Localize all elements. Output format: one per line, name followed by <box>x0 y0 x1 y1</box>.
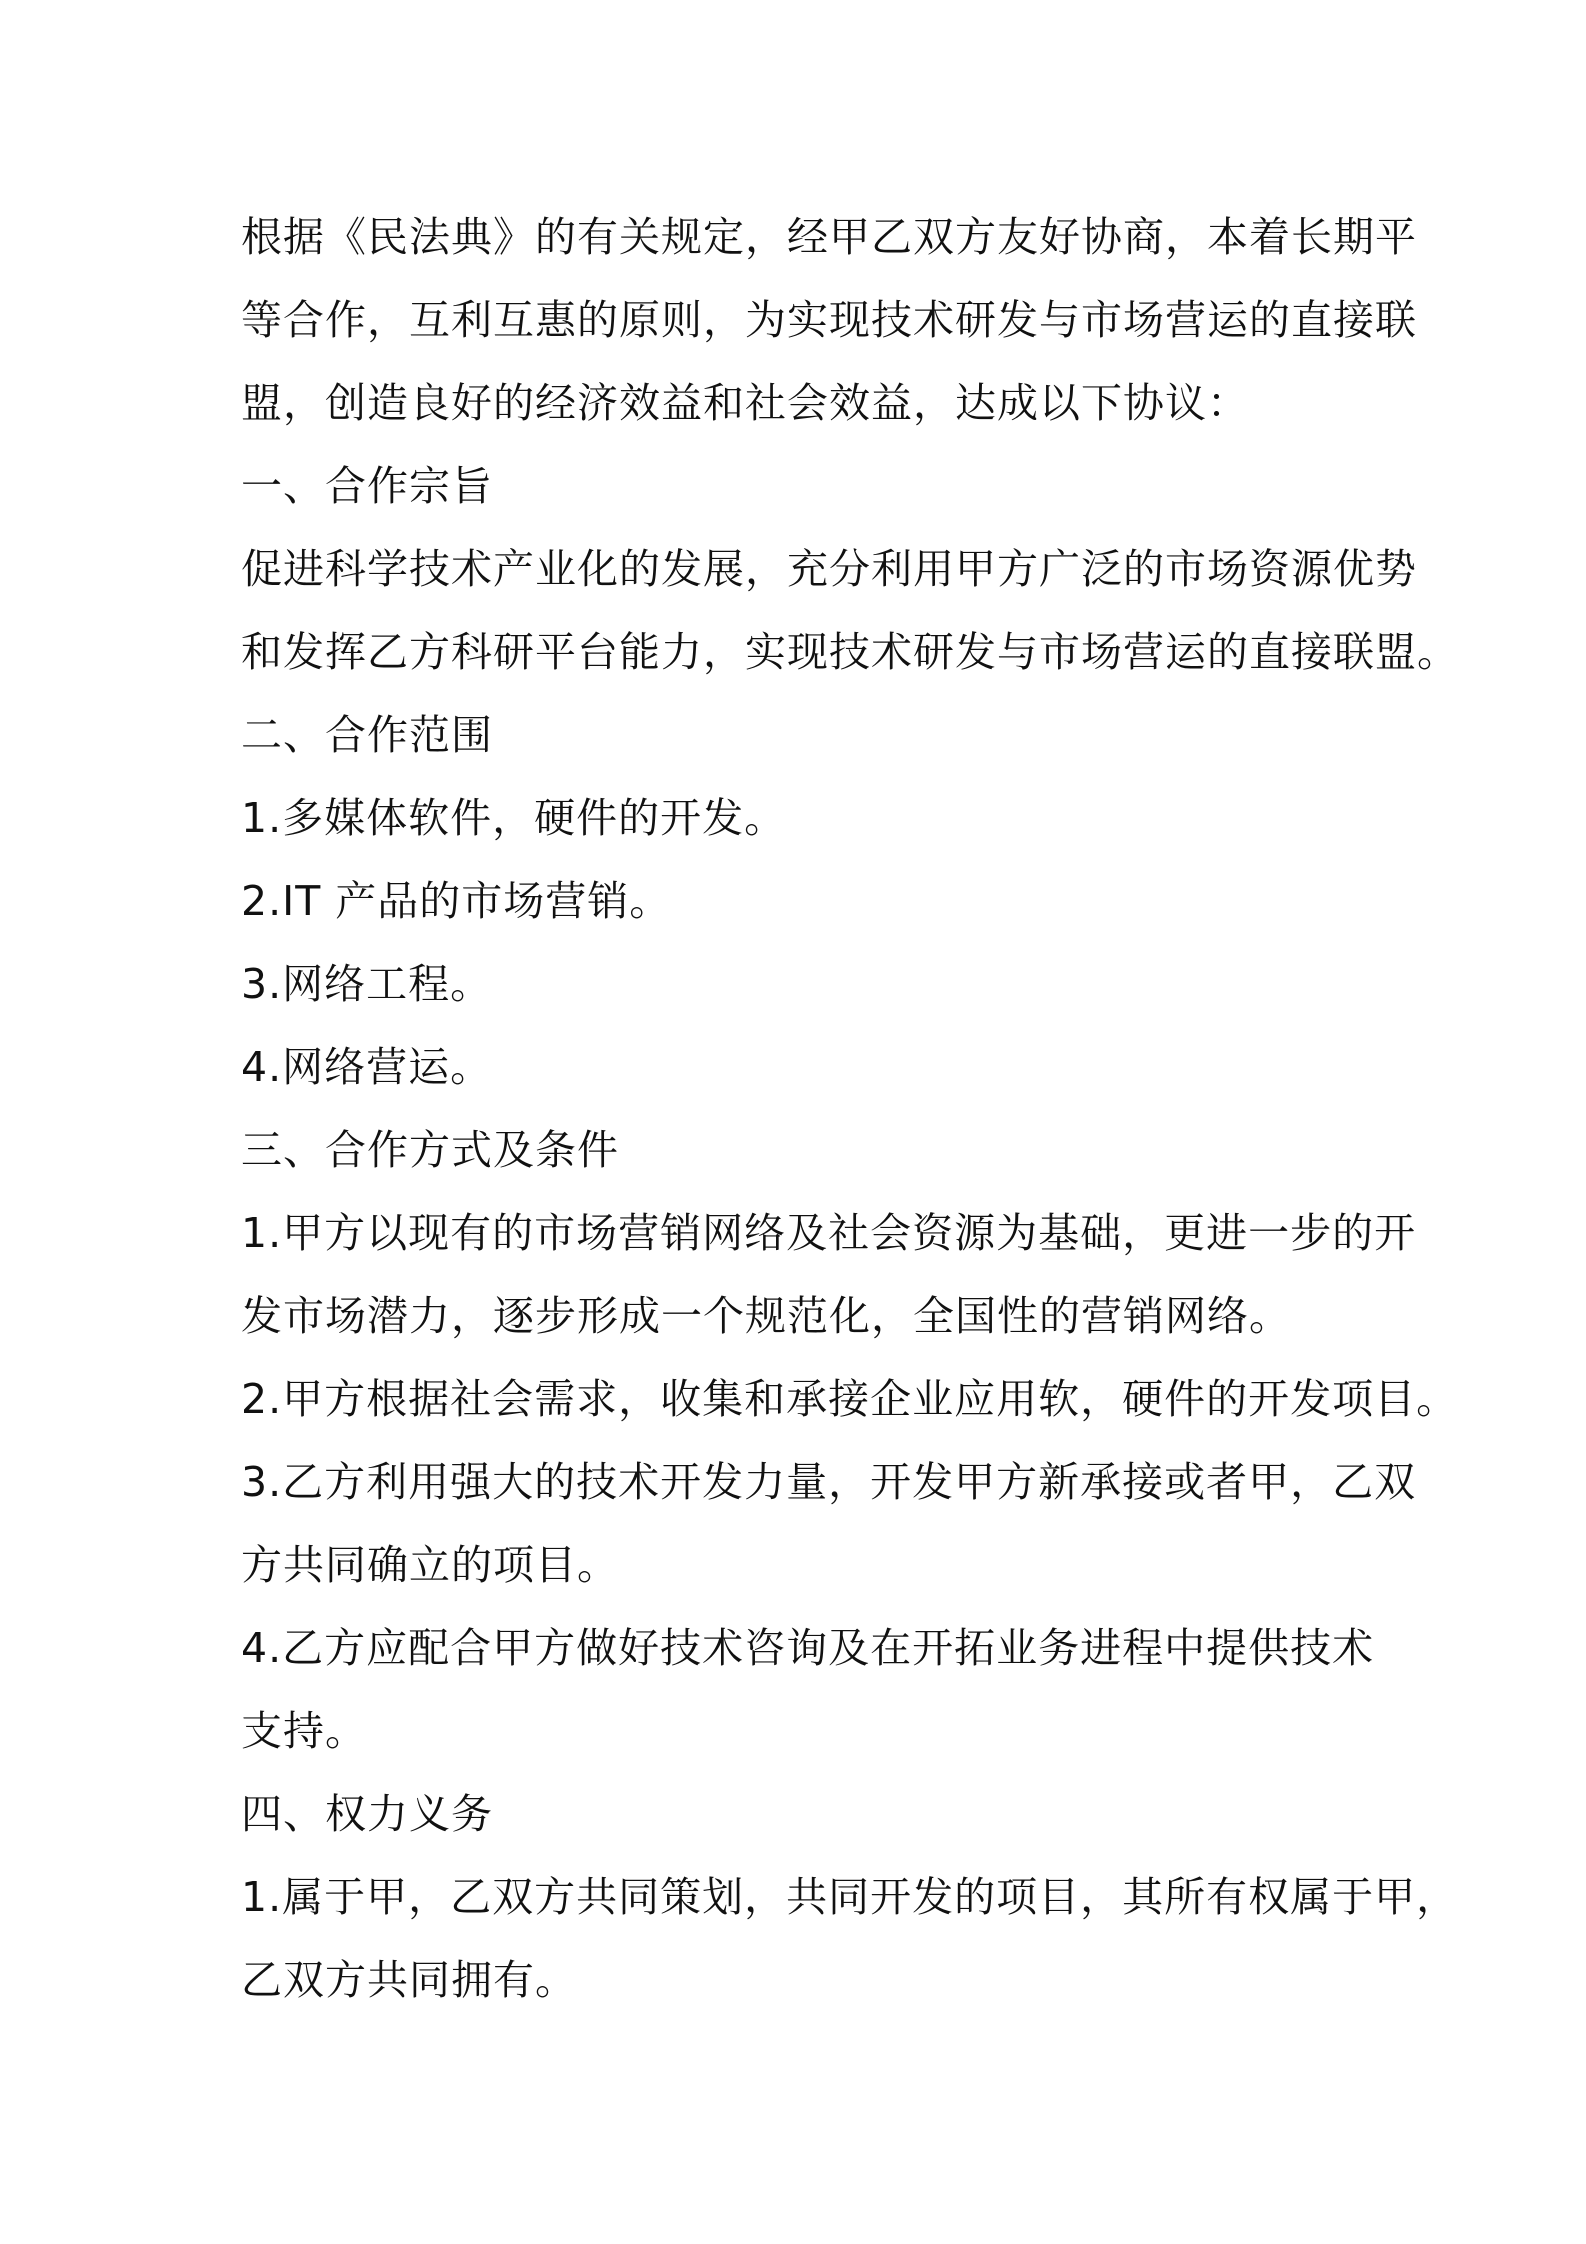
list-item: 4.乙方应配合甲方做好技术咨询及在开拓业务进程中提供技术 <box>241 1624 1375 1672</box>
list-item-continuation: 乙双方共同拥有。 <box>241 1956 577 2004</box>
section-2 <box>241 694 1361 1109</box>
section-heading: 三、合作方式及条件 <box>241 1126 619 1174</box>
section-heading: 二、合作范围 <box>241 711 493 759</box>
list-item: 4.网络营运。 <box>241 1043 493 1091</box>
section-heading: 一、合作宗旨 <box>241 462 493 510</box>
section-1 <box>241 445 1459 694</box>
section-body-line: 和发挥乙方科研平台能力，实现技术研发与市场营运的直接联盟。 <box>241 628 1459 676</box>
section-3 <box>241 1109 1459 1773</box>
intro-paragraph <box>241 196 1417 445</box>
intro-line: 根据《民法典》的有关规定，经甲乙双方友好协商，本着长期平 <box>241 213 1417 261</box>
list-item: 1.甲方以现有的市场营销网络及社会资源为基础，更进一步的开 <box>241 1209 1417 1257</box>
list-item-continuation: 支持。 <box>241 1707 367 1755</box>
section-heading: 四、权力义务 <box>241 1790 493 1838</box>
list-item: 2.甲方根据社会需求，收集和承接企业应用软，硬件的开发项目。 <box>241 1375 1459 1423</box>
list-item-continuation: 发市场潜力，逐步形成一个规范化，全国性的营销网络。 <box>241 1292 1291 1340</box>
section-body-line: 促进科学技术产业化的发展，充分利用甲方广泛的市场资源优势 <box>241 545 1417 593</box>
list-item: 2.IT 产品的市场营销。 <box>241 877 672 925</box>
document-body <box>241 196 1459 2022</box>
list-item: 1.多媒体软件，硬件的开发。 <box>241 794 787 842</box>
section-4 <box>241 1773 1459 2022</box>
list-item: 1.属于甲，乙双方共同策划，共同开发的项目，其所有权属于甲， <box>241 1873 1459 1921</box>
list-item: 3.乙方利用强大的技术开发力量，开发甲方新承接或者甲，乙双 <box>241 1458 1417 1506</box>
list-item: 3.网络工程。 <box>241 960 493 1008</box>
intro-line: 盟，创造良好的经济效益和社会效益，达成以下协议： <box>241 379 1249 427</box>
intro-line: 等合作，互利互惠的原则，为实现技术研发与市场营运的直接联 <box>241 296 1417 344</box>
list-item-continuation: 方共同确立的项目。 <box>241 1541 619 1589</box>
